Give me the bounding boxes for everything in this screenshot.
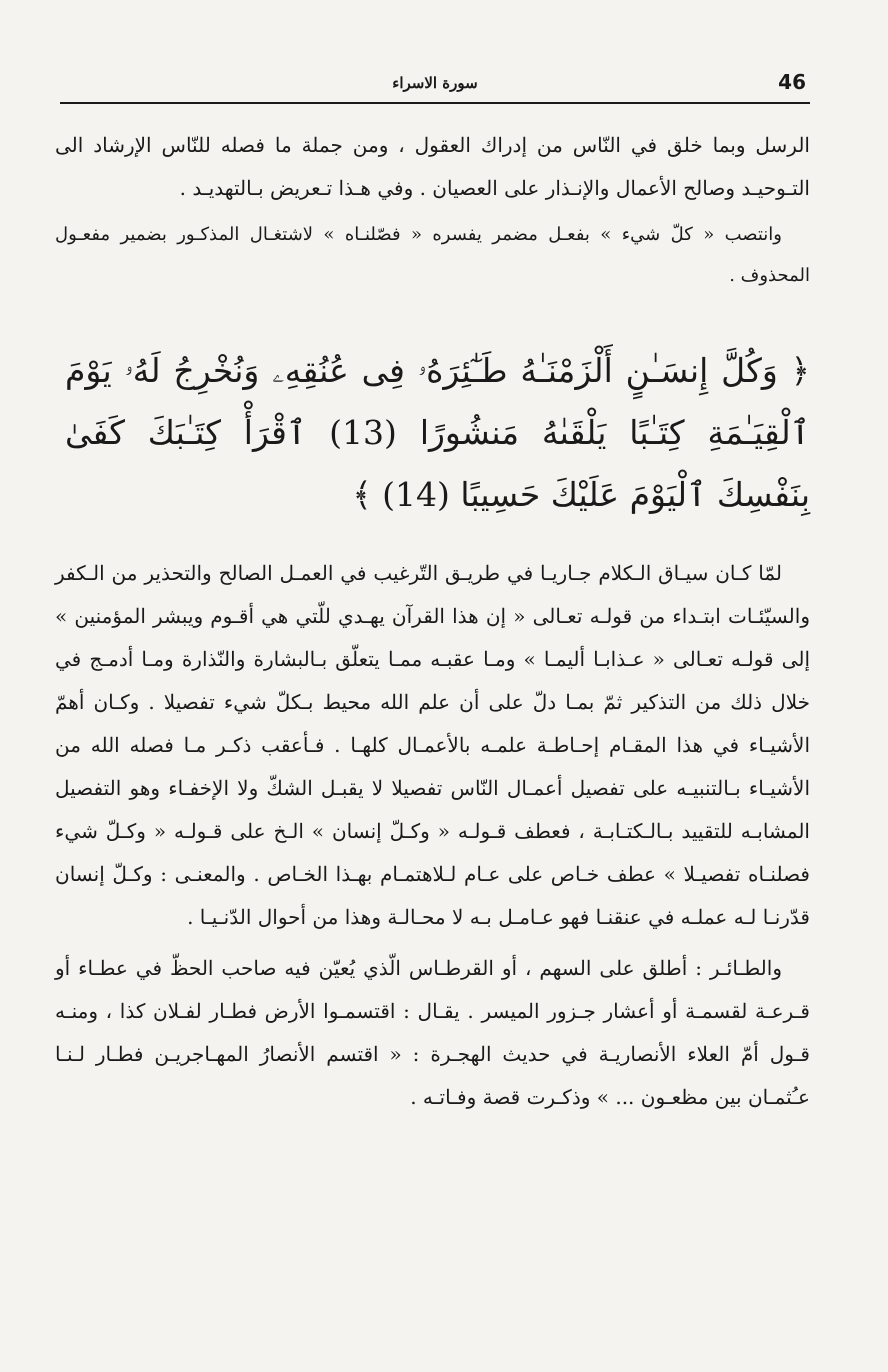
page-number: 46 — [778, 70, 806, 94]
commentary-section — [55, 552, 810, 1119]
intro-paragraph-2: وانتصب « كلّ شيء » بفعـل مضمر يفسره « فصّلنـاه » لاشتغـال المذكـور بضمير مفعـول المحذوف . — [55, 224, 810, 286]
quran-verse — [65, 340, 810, 526]
verse-close-mark: ﴾ — [352, 475, 372, 514]
verse-open-mark: ﴿ — [790, 351, 810, 390]
commentary-paragraph-2: والطـائـر : أطلق على السهم ، أو القرطـاس الّذي يُعيّن فيه صاحب الحظّ في عطـاء أو قـرعـة لقسمـة أو أعشار جـزور الميسر . يقـال : اقتسمـوا الأرض فطـار لفـلان كذا ، ومنـه قـول أمّ العلاء الأنصاريـة في حديث الهجـرة : « اقتسم الأنصارُ المهـاجريـن فطـار لـنـا عـُثمـان بين مظعـون ... » وذكـرت قصة وفـاتـه . — [55, 956, 810, 1109]
verse-14-number: (14) — [382, 475, 450, 514]
verse-13-text: وَكُلَّ إِنسَـٰنٍ أَلْزَمْنَـٰهُ طَـٰٓئِرَهُۥ فِى عُنُقِهِۦ وَنُخْرِجُ لَهُۥ يَوْمَ ٱلْقِيَـٰمَةِ كِتَـٰبًا يَلْقَىٰهُ مَنشُورًا — [65, 351, 810, 452]
intro-paragraph-1: الرسل وبما خلق في النّاس من إدراك العقول ، ومن جملة ما فصله للنّاس الإرشاد الى التـوحيـد وصالح الأعمال والإنـذار على العصيان . وفي هـذا تـعريض بـالتهديـد . — [55, 133, 810, 200]
verse-14-text: ٱقْرَأْ كِتَـٰبَكَ كَفَىٰ بِنَفْسِكَ ٱلْيَوْمَ عَلَيْكَ حَسِيبًا — [65, 413, 810, 514]
surah-title: سورة الاسراء — [392, 74, 478, 92]
commentary-paragraph-1: لمّا كـان سيـاق الـكلام جـاريـا في طريـق التّرغيب في العمـل الصالح والتحذير من الـكفر والسيّئـات ابتـداء من قولـه تعـالى « إن هذا القرآن يهـدي للّتي هي أقـوم ويبشر المؤمنين » إلى قولـه تعـالى « عـذابـا أليمـا » ومـا عقبـه ممـا يتعلّق بـالبشارة والنّذارة ومـا أدمـج في خلال ذلك من التذكير ثمّ بمـا دلّ على أن علم الله محيط بـكلّ شيء تفصيلا . وكـان أهمّ الأشيـاء في هذا المقـام إحـاطـة علمـه بالأعمـال كلهـا . فـأعقب ذكـر مـا فصله الله من الأشيـاء بـالتنبيـه على تفصيل أعمـال النّاس تفصيلا لا يقبـل الشكّ ولا الإخفـاء وهو التفصيل المشابـه للتقييد بـالـكتـابـة ، فعطف قـولـه « وكـلّ إنسان » الـخ على قـولـه « وكـلّ شيء فصلنـاه تفصيـلا » عطف خـاص على عـام لـلاهتمـام بهـذا الخـاص . والمعنـى : وكـلّ إنسان قدّرنـا لـه عملـه في عنقنـا فهو عـامـل بـه لا محـالـة وهذا من أحوال الدّنـيـا . — [55, 561, 810, 929]
intro-section — [55, 124, 810, 296]
verse-13-number: (13) — [329, 413, 397, 452]
page-header — [60, 68, 810, 104]
